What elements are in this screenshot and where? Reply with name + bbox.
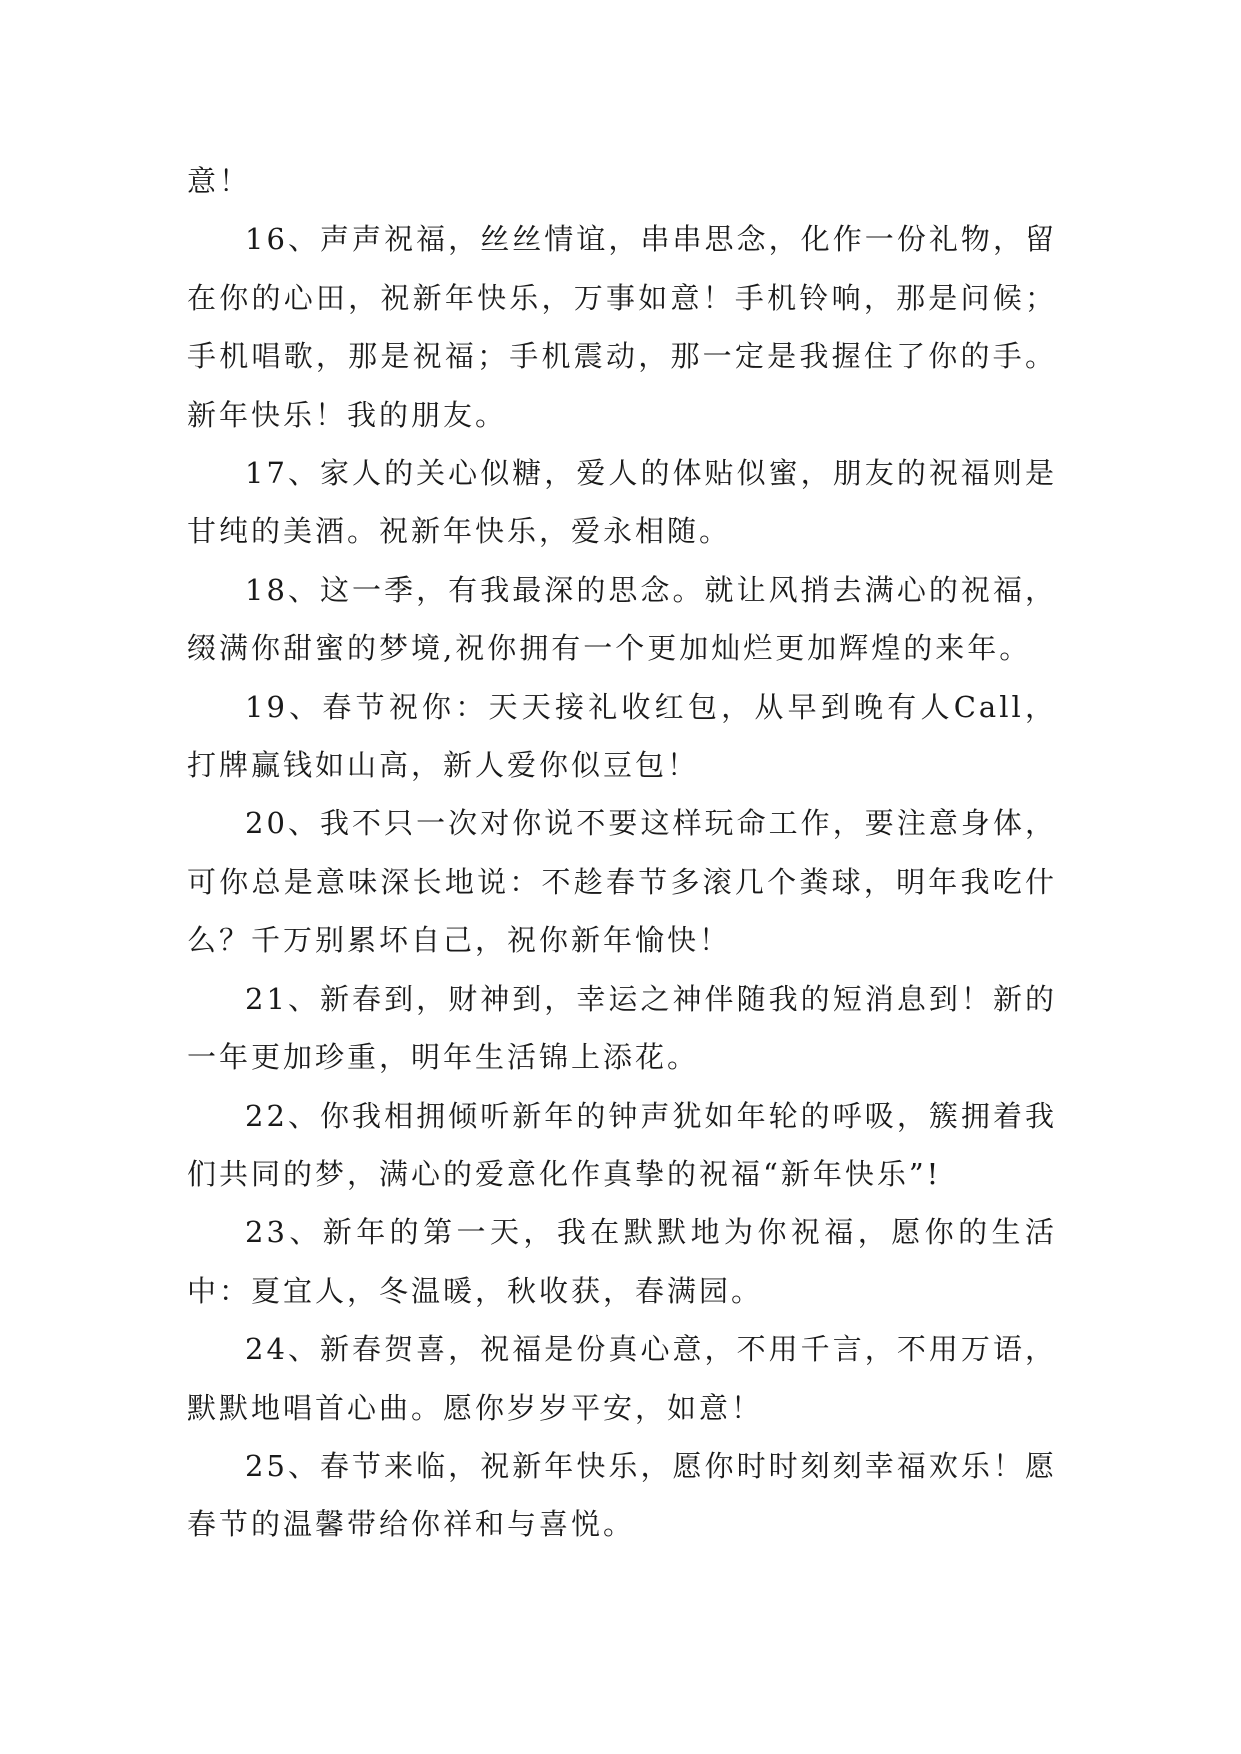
paragraph-23: 23、新年的第一天，我在默默地为你祝福，愿你的生活中：夏宜人，冬温暖，秋收获，春满园。 bbox=[187, 1215, 1057, 1308]
document-body bbox=[187, 152, 1057, 1554]
paragraph-17: 17、家人的关心似糖，爱人的体贴似蜜，朋友的祝福则是甘纯的美酒。祝新年快乐，爱永相随。 bbox=[187, 456, 1057, 549]
paragraph-25: 25、春节来临，祝新年快乐，愿你时时刻刻幸福欢乐！愿春节的温馨带给你祥和与喜悦。 bbox=[187, 1448, 1057, 1542]
paragraph-19: 19、春节祝你：天天接礼收红包，从早到晚有人Call，打牌赢钱如山高，新人爱你似豆包！ bbox=[187, 689, 1057, 783]
paragraph-16: 16、声声祝福，丝丝情谊，串串思念，化作一份礼物，留在你的心田，祝新年快乐，万事如意！手机铃响，那是问候；手机唱歌，那是祝福；手机震动，那一定是我握住了你的手。新年快乐！我的朋友。 bbox=[187, 222, 1057, 432]
paragraph-18: 18、这一季，有我最深的思念。就让风捎去满心的祝福，缀满你甜蜜的梦境,祝你拥有一个更加灿烂更加辉煌的来年。 bbox=[187, 572, 1057, 666]
paragraph-21: 21、新春到，财神到，幸运之神伴随我的短消息到！新的一年更加珍重，明年生活锦上添花。 bbox=[187, 981, 1057, 1075]
paragraph-20: 20、我不只一次对你说不要这样玩命工作，要注意身体，可你总是意味深长地说：不趁春节多滚几个粪球，明年我吃什么？千万别累坏自己，祝你新年愉快！ bbox=[187, 806, 1057, 958]
paragraph-continuation: 意！ bbox=[187, 164, 252, 198]
paragraph-22: 22、你我相拥倾听新年的钟声犹如年轮的呼吸，簇拥着我们共同的梦，满心的爱意化作真挚的祝福“新年快乐”! bbox=[187, 1098, 1057, 1191]
paragraph-24: 24、新春贺喜，祝福是份真心意，不用千言，不用万语，默默地唱首心曲。愿你岁岁平安，如意！ bbox=[187, 1332, 1057, 1425]
